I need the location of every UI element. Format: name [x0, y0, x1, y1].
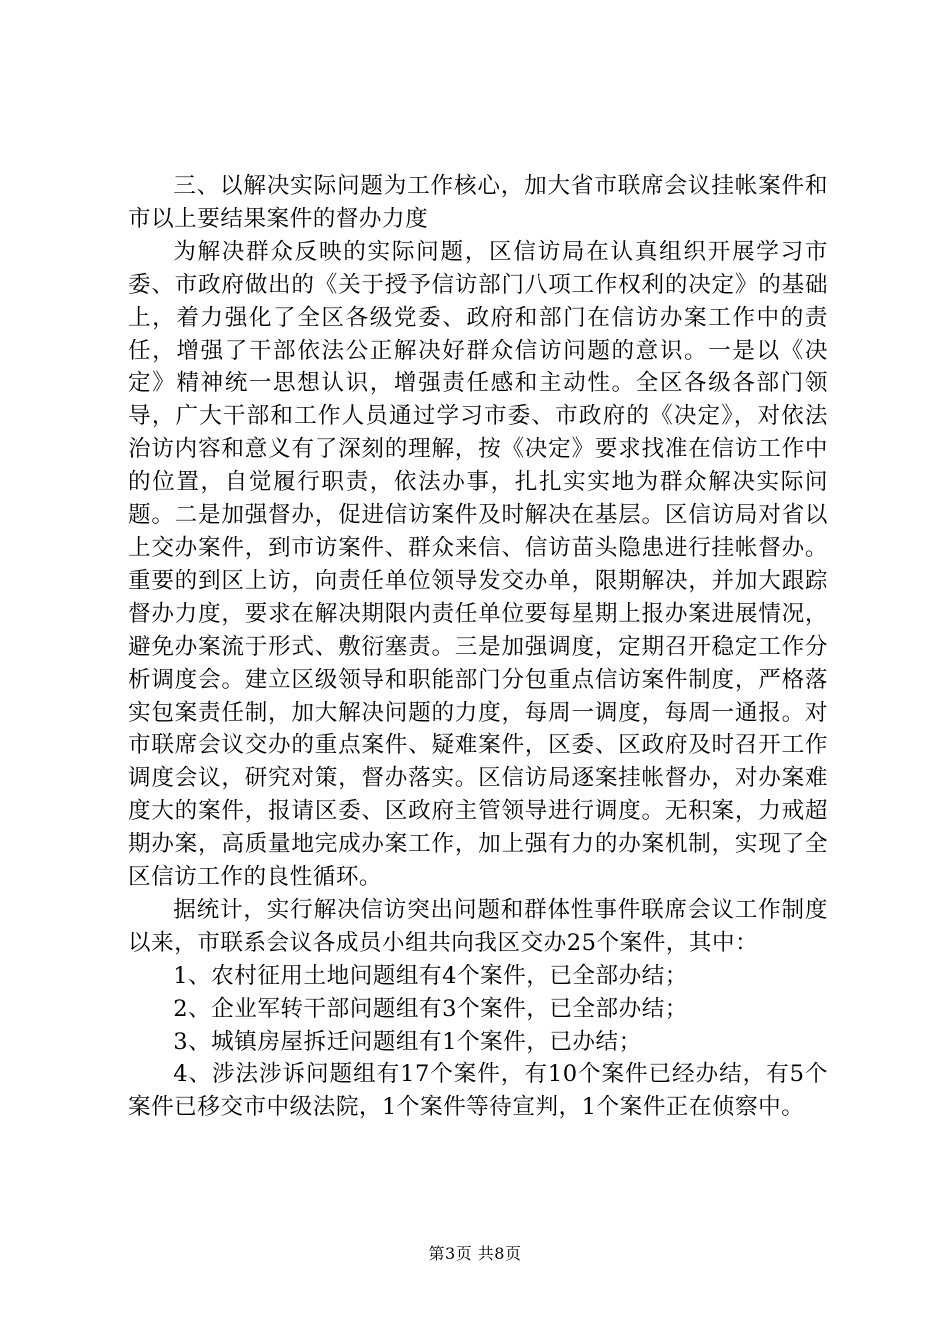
list-item: 2、企业军转干部问题组有3个案件，已全部办结；	[173, 995, 688, 1022]
page-footer: 第3页 共8页	[428, 1244, 522, 1263]
body-paragraph: 为解决群众反映的实际问题，区信访局在认真组织开展学习市委、市政府做出的《关于授予信访部门八项工作权利的决定》的基础上，着力强化了全区各级党委、政府和部门在信访办案工作中的责任，增强了干部依法公正解决好群众信访问题的意识。一是以《决定》精神统一思想认识，增强责任感和主动性。全区各级各部门领导，广大干部和工作人员通过学习市委、市政府的《决定》，对依法治访内容和意义有了深刻的理解，按《决定》要求找准在信访工作中的位置，自觉履行职责，依法办事，扎扎实实地为群众解决实际问题。二是加强督办，促进信访案件及时解决在基层。区信访局对省以上交办案件，到市访案件、群众来信、信访苗头隐患进行挂帐督办。重要的到区上访，向责任单位领导发交办单，限期解决，并加大跟踪督办力度，要求在解决期限内责任单位要每星期上报办案进展情况，避免办案流于形式、敷衍塞责。三是加强调度，定期召开稳定工作分析调度会。建立区级领导和职能部门分包重点信访案件制度，严格落实包案责任制，加大解决问题的力度，每周一调度，每周一通报。对市联席会议交办的重点案件、疑难案件，区委、区政府及时召开工作调度会议，研究对策，督办落实。区信访局逐案挂帐督办，对办案难度大的案件，报请区委、区政府主管领导进行调度。无积案，力戒超期办案，高质量地完成办案工作，加上强有力的办案机制，实现了全区信访工作的良性循环。	[128, 238, 828, 891]
list-item: 4、涉法涉诉问题组有17个案件，有10个案件已经办结，有5个案件已移交市中级法院，1个案件等待宣判，1个案件正在侦察中。	[128, 1061, 828, 1121]
list-item: 1、农村征用土地问题组有4个案件，已全部办结；	[173, 962, 688, 989]
list-item: 3、城镇房屋拆迁问题组有1个案件，已办结；	[173, 1028, 642, 1055]
document-body	[128, 170, 828, 1124]
section-heading: 三、以解决实际问题为工作核心，加大省市联席会议挂帐案件和市以上要结果案件的督办力度	[128, 173, 828, 232]
statistics-paragraph: 据统计，实行解决信访突出问题和群体性事件联席会议工作制度以来，市联系会议各成员小组共向我区交办25个案件，其中：	[128, 896, 828, 956]
